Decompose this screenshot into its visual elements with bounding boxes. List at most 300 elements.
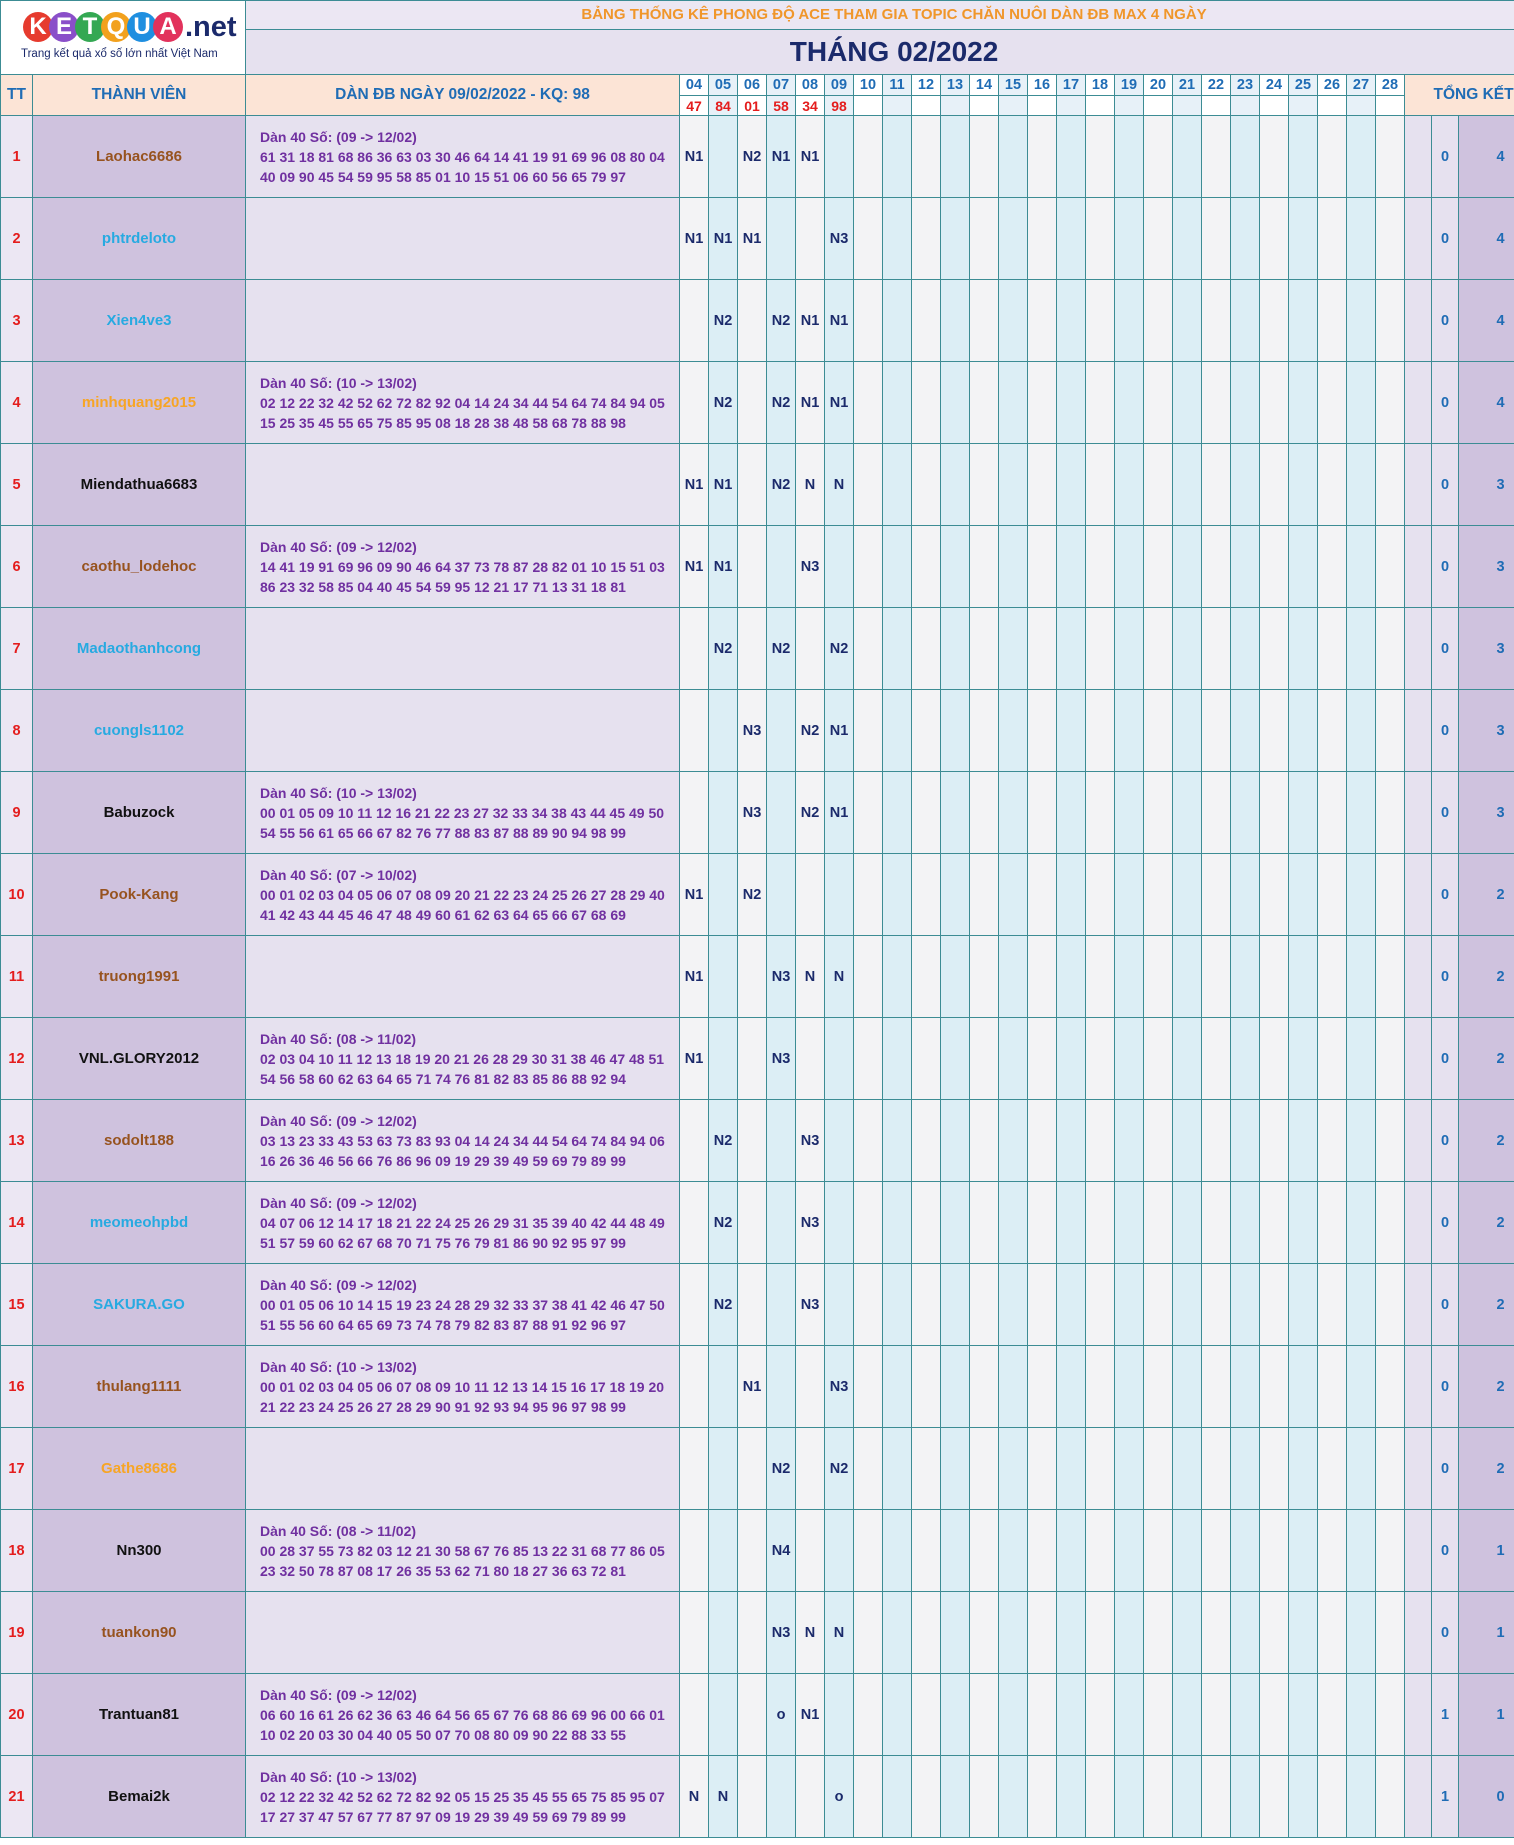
total-count: 1: [1432, 1674, 1459, 1756]
day-result: [1086, 96, 1115, 116]
day-mark: [1376, 1756, 1405, 1838]
day-header: 06: [738, 75, 767, 96]
day-mark: [883, 526, 912, 608]
dan-numbers: [246, 1428, 680, 1510]
day-mark: [1115, 1428, 1144, 1510]
day-mark: [1173, 936, 1202, 1018]
day-mark: [970, 1264, 999, 1346]
day-mark: N: [680, 1756, 709, 1838]
day-mark: [1115, 772, 1144, 854]
day-mark: [883, 1346, 912, 1428]
day-mark: [1318, 1182, 1347, 1264]
day-header: 18: [1086, 75, 1115, 96]
day-mark: [1318, 1346, 1347, 1428]
separator-cell: [1405, 362, 1432, 444]
day-mark: N1: [680, 116, 709, 198]
day-mark: [854, 444, 883, 526]
dan-title: Dàn 40 Số: (09 -> 12/02): [260, 1112, 417, 1129]
day-mark: [680, 1674, 709, 1756]
dan-line: 41 42 43 44 45 46 47 48 49 60 61 62 63 64 65 66 67 68 69: [260, 906, 626, 923]
total-count: 0: [1432, 1182, 1459, 1264]
day-mark: [970, 526, 999, 608]
day-mark: N2: [709, 280, 738, 362]
day-mark: [1144, 1592, 1173, 1674]
day-mark: [1202, 280, 1231, 362]
day-mark: N1: [738, 1346, 767, 1428]
day-mark: [970, 1592, 999, 1674]
total-count: 0: [1432, 1100, 1459, 1182]
day-mark: [738, 1182, 767, 1264]
day-mark: [970, 1674, 999, 1756]
dan-line: 86 23 32 58 85 04 40 45 54 59 95 12 21 17 71 13 31 18 81: [260, 578, 626, 595]
day-mark: [1260, 198, 1289, 280]
site-logo: [1, 1, 246, 75]
dan-numbers: [246, 1264, 680, 1346]
day-mark: N2: [767, 608, 796, 690]
day-mark: N2: [709, 1182, 738, 1264]
dan-numbers: [246, 936, 680, 1018]
day-mark: N1: [680, 526, 709, 608]
day-mark: [1289, 280, 1318, 362]
day-mark: [1086, 362, 1115, 444]
table-row: [1, 1674, 1514, 1756]
separator-cell: [1405, 690, 1432, 772]
day-result: [941, 96, 970, 116]
day-mark: [883, 1756, 912, 1838]
header-tt: TT: [1, 75, 33, 116]
day-mark: [1231, 854, 1260, 936]
day-mark: [1376, 1182, 1405, 1264]
day-mark: [1028, 854, 1057, 936]
day-mark: N3: [825, 1346, 854, 1428]
day-mark: [1260, 690, 1289, 772]
separator-cell: [1405, 1264, 1432, 1346]
header-dan: DÀN ĐB NGÀY 09/02/2022 - KQ: 98: [246, 75, 680, 116]
day-mark: [1376, 280, 1405, 362]
day-mark: [970, 116, 999, 198]
day-mark: N1: [680, 1018, 709, 1100]
day-mark: [1202, 690, 1231, 772]
day-mark: [912, 690, 941, 772]
day-mark: [738, 362, 767, 444]
dan-line: 16 26 36 46 56 66 76 86 96 09 19 29 39 49 59 69 79 89 99: [260, 1152, 626, 1169]
table-row: [1, 280, 1514, 362]
day-mark: [1202, 1674, 1231, 1756]
day-mark: [738, 1510, 767, 1592]
dan-line: 04 07 06 12 14 17 18 21 22 24 25 26 29 31 35 39 40 42 44 48 49: [260, 1214, 665, 1231]
day-mark: [1347, 1510, 1376, 1592]
day-mark: [680, 1346, 709, 1428]
day-result: [1057, 96, 1086, 116]
day-mark: [941, 1346, 970, 1428]
day-mark: [1376, 936, 1405, 1018]
day-mark: [1057, 362, 1086, 444]
dan-numbers: [246, 608, 680, 690]
day-mark: [1173, 1018, 1202, 1100]
logo-letter: A: [153, 12, 183, 42]
day-mark: N1: [825, 690, 854, 772]
dan-line: 14 41 19 91 69 96 09 90 46 64 37 73 78 87 28 82 01 10 15 51 03: [260, 558, 665, 575]
day-mark: [1231, 1264, 1260, 1346]
day-mark: [1347, 936, 1376, 1018]
row-number: 12: [1, 1018, 33, 1100]
day-mark: N3: [767, 1592, 796, 1674]
total-count: 0: [1432, 936, 1459, 1018]
day-mark: [1057, 1346, 1086, 1428]
day-mark: [680, 608, 709, 690]
day-mark: [1376, 198, 1405, 280]
day-mark: N2: [767, 444, 796, 526]
separator-cell: [1405, 1346, 1432, 1428]
day-mark: [1231, 116, 1260, 198]
day-mark: [1144, 362, 1173, 444]
total-score: 3: [1459, 444, 1514, 526]
day-mark: [796, 198, 825, 280]
row-number: 10: [1, 854, 33, 936]
day-mark: N: [796, 936, 825, 1018]
day-mark: [999, 690, 1028, 772]
day-mark: [883, 444, 912, 526]
day-result: [1289, 96, 1318, 116]
row-number: 9: [1, 772, 33, 854]
day-mark: [999, 444, 1028, 526]
day-mark: [854, 362, 883, 444]
day-mark: [883, 280, 912, 362]
member-name: caothu_lodehoc: [33, 526, 246, 608]
day-mark: [825, 854, 854, 936]
day-mark: [1202, 1100, 1231, 1182]
day-mark: [854, 854, 883, 936]
member-name: truong1991: [33, 936, 246, 1018]
day-mark: [1057, 1510, 1086, 1592]
day-mark: [854, 690, 883, 772]
day-mark: [1115, 690, 1144, 772]
day-mark: N2: [767, 280, 796, 362]
total-score: 4: [1459, 198, 1514, 280]
day-mark: [1173, 280, 1202, 362]
day-mark: [1144, 198, 1173, 280]
day-mark: [1115, 608, 1144, 690]
total-score: 2: [1459, 854, 1514, 936]
day-mark: [738, 608, 767, 690]
day-mark: N1: [709, 444, 738, 526]
table-row: [1, 526, 1514, 608]
day-mark: [999, 1756, 1028, 1838]
day-mark: [970, 1346, 999, 1428]
day-mark: N2: [738, 116, 767, 198]
day-mark: [970, 1018, 999, 1100]
day-mark: [1318, 1428, 1347, 1510]
day-mark: [767, 526, 796, 608]
separator-cell: [1405, 1018, 1432, 1100]
dan-title: Dàn 40 Số: (10 -> 13/02): [260, 374, 417, 391]
day-mark: [1347, 1674, 1376, 1756]
day-mark: [1028, 1592, 1057, 1674]
dan-numbers: [246, 1018, 680, 1100]
day-result: 84: [709, 96, 738, 116]
day-mark: [1144, 1182, 1173, 1264]
day-mark: [883, 936, 912, 1018]
member-name: tuankon90: [33, 1592, 246, 1674]
day-mark: [941, 1756, 970, 1838]
day-result: [1144, 96, 1173, 116]
day-mark: [999, 608, 1028, 690]
day-mark: [1347, 1264, 1376, 1346]
day-mark: [941, 1674, 970, 1756]
day-mark: [1260, 1674, 1289, 1756]
day-mark: [1057, 280, 1086, 362]
total-count: 0: [1432, 116, 1459, 198]
day-mark: [1289, 362, 1318, 444]
separator-cell: [1405, 772, 1432, 854]
day-mark: [1202, 1346, 1231, 1428]
day-mark: [1260, 936, 1289, 1018]
day-mark: [1347, 772, 1376, 854]
day-mark: [1260, 608, 1289, 690]
day-mark: N3: [796, 1100, 825, 1182]
separator-cell: [1405, 280, 1432, 362]
day-mark: [854, 198, 883, 280]
day-mark: [680, 1182, 709, 1264]
day-mark: [1231, 1428, 1260, 1510]
day-header: 22: [1202, 75, 1231, 96]
day-result: [1028, 96, 1057, 116]
day-mark: [1144, 1510, 1173, 1592]
separator-cell: [1405, 1592, 1432, 1674]
day-mark: [738, 1674, 767, 1756]
day-mark: [1115, 362, 1144, 444]
dan-numbers: [246, 772, 680, 854]
total-score: 1: [1459, 1674, 1514, 1756]
separator-cell: [1405, 1182, 1432, 1264]
day-header: 20: [1144, 75, 1173, 96]
day-mark: [941, 1510, 970, 1592]
day-mark: [1376, 1100, 1405, 1182]
dan-numbers: [246, 1346, 680, 1428]
day-mark: [912, 854, 941, 936]
day-mark: [1231, 362, 1260, 444]
day-mark: [1115, 1592, 1144, 1674]
day-mark: [738, 1592, 767, 1674]
day-result: 01: [738, 96, 767, 116]
day-mark: [912, 280, 941, 362]
day-result: [1173, 96, 1202, 116]
day-mark: [709, 1592, 738, 1674]
separator-cell: [1405, 1510, 1432, 1592]
day-mark: [1231, 280, 1260, 362]
row-number: 6: [1, 526, 33, 608]
day-mark: N3: [796, 1182, 825, 1264]
day-mark: [1086, 1100, 1115, 1182]
day-mark: [1028, 116, 1057, 198]
day-mark: [1231, 1018, 1260, 1100]
row-number: 16: [1, 1346, 33, 1428]
total-score: 1: [1459, 1510, 1514, 1592]
day-mark: [1028, 690, 1057, 772]
day-mark: [709, 1346, 738, 1428]
day-mark: [941, 444, 970, 526]
day-mark: [825, 1510, 854, 1592]
day-mark: [1028, 1018, 1057, 1100]
day-mark: N2: [738, 854, 767, 936]
dan-title: Dàn 40 Số: (07 -> 10/02): [260, 866, 417, 883]
day-mark: N2: [796, 772, 825, 854]
day-mark: N: [825, 1592, 854, 1674]
day-mark: [1202, 116, 1231, 198]
day-mark: [999, 1264, 1028, 1346]
day-mark: [738, 1756, 767, 1838]
day-mark: [1376, 1264, 1405, 1346]
day-mark: [970, 362, 999, 444]
day-mark: N: [796, 1592, 825, 1674]
dan-title: Dàn 40 Số: (09 -> 12/02): [260, 538, 417, 555]
logo-letter: K: [23, 12, 53, 42]
day-header: 28: [1376, 75, 1405, 96]
logo-wordmark: [23, 9, 245, 45]
member-name: Trantuan81: [33, 1674, 246, 1756]
day-mark: N2: [825, 608, 854, 690]
dan-numbers: [246, 116, 680, 198]
day-mark: [1289, 116, 1318, 198]
day-mark: N1: [680, 854, 709, 936]
day-mark: [1173, 526, 1202, 608]
day-mark: [912, 1346, 941, 1428]
day-mark: N1: [680, 198, 709, 280]
row-number: 14: [1, 1182, 33, 1264]
separator-cell: [1405, 854, 1432, 936]
row-number: 13: [1, 1100, 33, 1182]
dan-numbers: [246, 854, 680, 936]
table-row: [1, 1100, 1514, 1182]
day-mark: [1115, 444, 1144, 526]
day-mark: [912, 608, 941, 690]
total-score: 2: [1459, 1428, 1514, 1510]
day-mark: [912, 1756, 941, 1838]
day-mark: [1202, 362, 1231, 444]
day-mark: [1260, 1510, 1289, 1592]
day-mark: [1376, 362, 1405, 444]
day-mark: [1144, 1018, 1173, 1100]
day-mark: [1347, 1100, 1376, 1182]
day-mark: [1144, 280, 1173, 362]
row-number: 2: [1, 198, 33, 280]
day-mark: [999, 936, 1028, 1018]
member-name: Xien4ve3: [33, 280, 246, 362]
day-mark: [738, 444, 767, 526]
day-mark: [1028, 1346, 1057, 1428]
day-mark: [1202, 772, 1231, 854]
day-mark: [1260, 1100, 1289, 1182]
day-mark: [1115, 1264, 1144, 1346]
separator-cell: [1405, 198, 1432, 280]
day-mark: [825, 1264, 854, 1346]
total-score: 3: [1459, 772, 1514, 854]
day-mark: [1231, 772, 1260, 854]
day-mark: [1376, 1346, 1405, 1428]
day-mark: N: [825, 936, 854, 1018]
dan-line: 02 12 22 32 42 52 62 72 82 92 04 14 24 34 44 54 64 74 84 94 05: [260, 394, 665, 411]
day-mark: [854, 526, 883, 608]
day-mark: [883, 1018, 912, 1100]
day-mark: [1028, 772, 1057, 854]
day-mark: N: [825, 444, 854, 526]
dan-numbers: [246, 690, 680, 772]
day-mark: [970, 608, 999, 690]
total-count: 0: [1432, 690, 1459, 772]
day-mark: [941, 526, 970, 608]
day-mark: [970, 1510, 999, 1592]
day-mark: [1086, 608, 1115, 690]
day-mark: [941, 608, 970, 690]
day-mark: N1: [680, 444, 709, 526]
day-mark: [1144, 1264, 1173, 1346]
day-mark: [1028, 280, 1057, 362]
day-mark: [796, 1018, 825, 1100]
day-mark: [1086, 198, 1115, 280]
day-mark: [1173, 1346, 1202, 1428]
day-mark: [1057, 1756, 1086, 1838]
member-name: Pook-Kang: [33, 854, 246, 936]
row-number: 8: [1, 690, 33, 772]
table-row: [1, 1756, 1514, 1838]
day-mark: [854, 1018, 883, 1100]
day-mark: [1028, 1510, 1057, 1592]
separator-cell: [1405, 1756, 1432, 1838]
day-mark: [854, 1100, 883, 1182]
dan-title: Dàn 40 Số: (09 -> 12/02): [260, 128, 417, 145]
day-mark: N2: [709, 362, 738, 444]
day-mark: [1057, 1100, 1086, 1182]
day-mark: [1115, 116, 1144, 198]
day-mark: [941, 854, 970, 936]
day-mark: [912, 772, 941, 854]
member-name: Babuzock: [33, 772, 246, 854]
day-mark: [1347, 1428, 1376, 1510]
day-mark: [883, 1182, 912, 1264]
day-result: [1376, 96, 1405, 116]
day-mark: [1376, 772, 1405, 854]
day-mark: [854, 1346, 883, 1428]
day-result: [1202, 96, 1231, 116]
day-mark: [854, 1182, 883, 1264]
day-mark: [941, 1592, 970, 1674]
day-mark: [1260, 280, 1289, 362]
total-score: 2: [1459, 936, 1514, 1018]
day-mark: [1086, 1264, 1115, 1346]
day-mark: [1347, 362, 1376, 444]
day-mark: N1: [825, 362, 854, 444]
day-mark: [883, 1100, 912, 1182]
member-name: Madaothanhcong: [33, 608, 246, 690]
day-mark: [767, 1756, 796, 1838]
row-number: 21: [1, 1756, 33, 1838]
day-mark: [912, 362, 941, 444]
day-mark: [1231, 444, 1260, 526]
day-mark: [1086, 1428, 1115, 1510]
day-mark: [1202, 1510, 1231, 1592]
day-mark: [1260, 1018, 1289, 1100]
day-mark: N1: [825, 280, 854, 362]
day-mark: [999, 1100, 1028, 1182]
day-mark: [680, 1592, 709, 1674]
day-mark: [1086, 772, 1115, 854]
day-mark: [1115, 1182, 1144, 1264]
table-row: [1, 198, 1514, 280]
day-mark: [1057, 1592, 1086, 1674]
day-mark: [999, 1346, 1028, 1428]
total-score: 4: [1459, 116, 1514, 198]
day-mark: [1144, 1346, 1173, 1428]
